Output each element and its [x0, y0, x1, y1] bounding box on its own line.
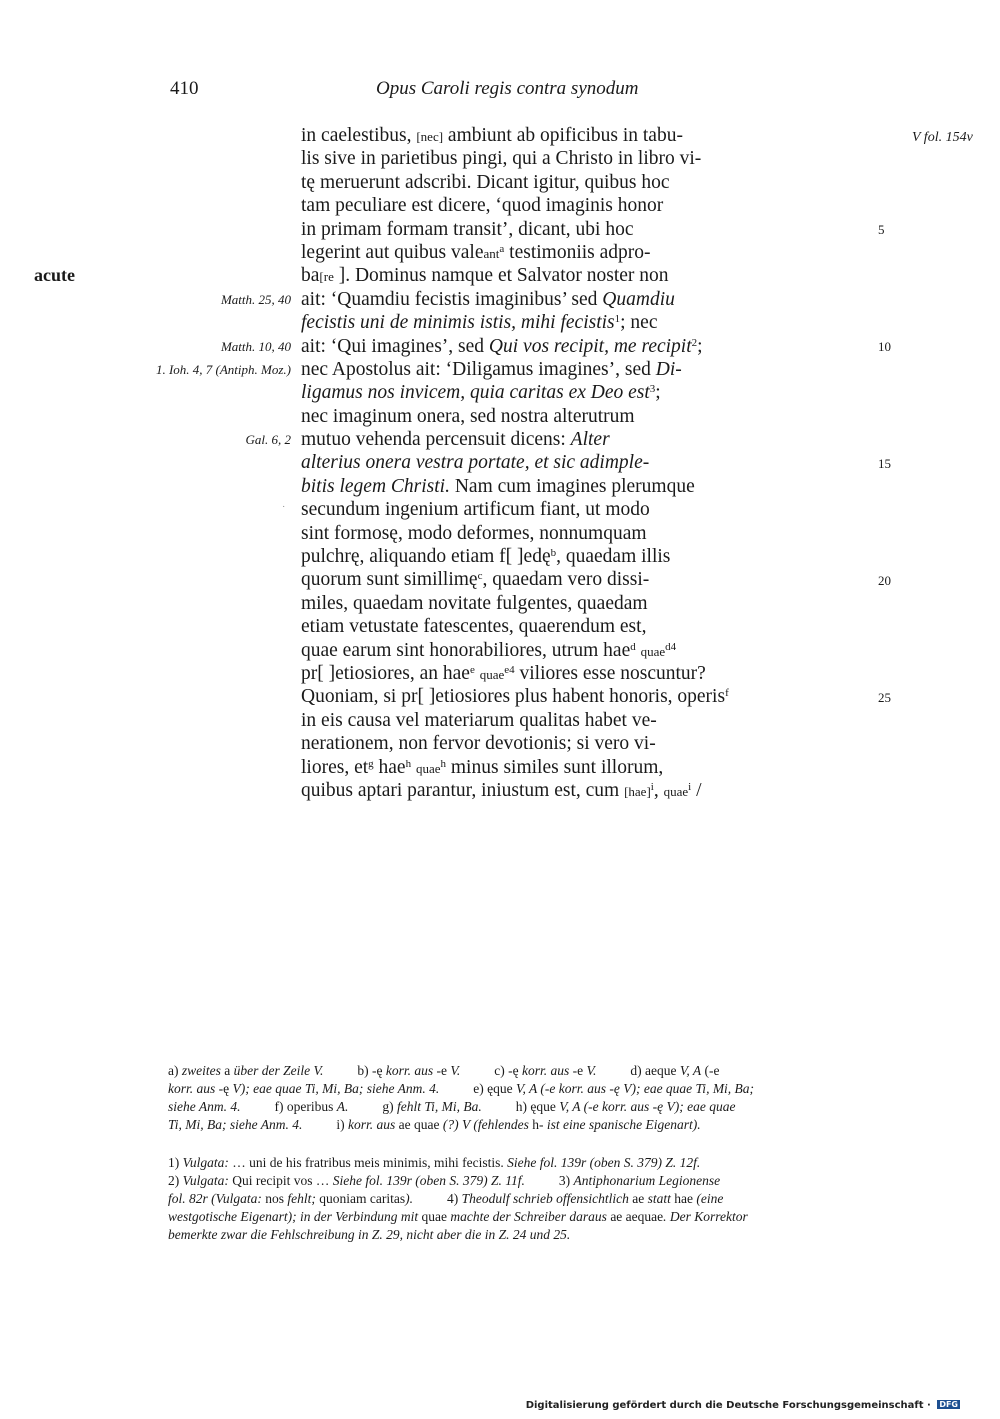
main-text: [301, 124, 771, 802]
text-line: Quoniam, si pr[ ]etiosiores plus habent honoris, operis$^f$: [301, 686, 729, 708]
text-line: etiam vetustate fatescentes, quaerendum est,: [301, 616, 647, 638]
apparatus-line: Ti, Mi, Ba; siehe Anm. 4. i) korr. aus ae quae (?) V (fehlendes h- ist eine spanische Eigenart).: [168, 1117, 701, 1132]
scripture-reference: Gal. 6, 2: [245, 432, 291, 448]
text-line: quibus aptari parantur, iniustum est, cum [hae]$^i$, quae$^i$ /: [301, 779, 702, 801]
line-number: 20: [878, 572, 891, 588]
text-line: ait: ‘Quamdiu fecistis imaginibus’ sed Quamdiu: [301, 288, 675, 310]
scripture-reference: 1. Ioh. 4, 7 (Antiph. Moz.): [155, 362, 291, 377]
text-line: in caelestibus, [nec] ambiunt ab opificibus in tabu-: [301, 125, 683, 146]
note-line: 1) Vulgata: … uni de his fratribus meis minimis, mihi fecistis. Siehe fol. 139r (oben S. 379) Z. 12f.: [168, 1155, 701, 1170]
line-number: 15: [878, 455, 891, 471]
text-line: fecistis uni de minimis istis, mihi fecistis$^1$; nec: [301, 312, 658, 334]
note-line: bemerkte zwar die Fehlschreibung in Z. 29, nicht aber die in Z. 24 und 25.: [168, 1227, 571, 1242]
note-line: 2) Vulgata: Qui recipit vos … Siehe fol. 139r (oben S. 379) Z. 11f. 3) Antiphonarium Legionense: [168, 1173, 721, 1188]
note-line: fol. 82r (Vulgata: nos fehlt; quoniam caritas). 4) Theodulf schrieb offensichtlich ae statt hae (eine: [168, 1191, 724, 1206]
text-line: tę meruerunt adscribi. Dicant igitur, quibus hoc: [301, 171, 670, 193]
running-title: Opus Caroli regis contra synodum: [376, 78, 639, 99]
text-line: nerationem, non fervor devotionis; si vero vi-: [301, 733, 656, 755]
margin-gloss: acute: [34, 265, 75, 285]
text-line: alterius onera vestra portate, et sic adimple-: [301, 452, 650, 474]
page-number: 410: [170, 78, 199, 99]
line-number: 10: [878, 338, 891, 354]
footer-credit-text: Digitalisierung gefördert durch die Deutsche Forschungsgemeinschaft: [525, 1400, 924, 1411]
text-line: nec imaginum onera, sed nostra alterutrum: [301, 405, 635, 427]
text-line: tam peculiare est dicere, ‘quod imaginis honor: [301, 195, 664, 217]
folio-note: V fol. 154v: [912, 130, 973, 145]
scripture-reference: Matth. 25, 40: [220, 291, 291, 307]
source-notes: [168, 1154, 865, 1244]
text-line: nec Apostolus ait: ‘Diligamus imagines’, sed Di-: [301, 358, 682, 380]
text-line: quae earum sint honorabiliores, utrum hae$^d$ quae$^{d4}$: [301, 639, 677, 661]
text-line: quorum sunt simillimę$^c$, quaedam vero dissi-: [301, 569, 650, 591]
text-line: bitis legem Christi. Nam cum imagines plerumque: [301, 475, 695, 497]
dfg-logo: DFG: [939, 1400, 958, 1409]
text-line: secundum ingenium artificum fiant, ut modo: [301, 499, 650, 521]
line-number: 25: [878, 689, 891, 705]
stray-mark: ˙: [282, 505, 286, 516]
critical-apparatus: [168, 1062, 865, 1134]
scripture-reference: Matth. 10, 40: [220, 338, 291, 354]
text-line: pulchrę, aliquando etiam f[ ]edę$^b$, quaedam illis: [301, 546, 671, 568]
text-line: miles, quaedam novitate fulgentes, quaedam: [301, 592, 648, 614]
note-line: westgotische Eigenart); in der Verbindung mit quae machte der Schreiber daraus ae aequae. Der Korrektor: [168, 1209, 748, 1224]
apparatus-line: siehe Anm. 4. f) operibus A. g) fehlt Ti, Mi, Ba. h) ęque V, A (-e korr. aus -ę V); eae quae: [168, 1099, 736, 1114]
text-line: liores, $et^g$ hae$^h$ quae$^h$ minus similes sunt illorum,: [301, 756, 664, 778]
apparatus-line: korr. aus -ę V); eae quae Ti, Mi, Ba; siehe Anm. 4. e) ęque V, A (-e korr. aus -ę V); eae quae Ti, Mi, Ba;: [168, 1081, 755, 1096]
text-line: lis sive in parietibus pingi, qui a Christo in libro vi-: [301, 148, 702, 170]
text-line: ba[re ]. Dominus namque et Salvator noster non: [301, 265, 669, 287]
text-line: in primam formam transit’, dicant, ubi hoc: [301, 218, 634, 240]
footer-credit: Digitalisierung gefördert durch die Deutsche Forschungsgemeinschaft · DFG: [525, 1400, 958, 1411]
text-line: ligamus nos invicem, quia caritas ex Deo est$^3$;: [301, 382, 661, 404]
text-line: mutuo vehenda percensuit dicens: Alter: [301, 429, 610, 451]
text-line: legerint aut quibus valeant$^a$ testimoniis adpro-: [301, 241, 651, 263]
text-line: pr[ ]etiosiores, an hae$^e$ quae$^{e4}$ viliores esse noscuntur?: [301, 662, 706, 684]
apparatus-line: a) zweites a über der Zeile V. b) -ę korr. aus -e V. c) -ę korr. aus -e V. d) aeque V, A (-e: [168, 1063, 720, 1078]
text-line: sint formosę, modo deformes, nonnumquam: [301, 522, 647, 544]
text-line: in eis causa vel materiarum qualitas habet ve-: [301, 709, 657, 731]
text-line: ait: ‘Qui imagines’, sed Qui vos recipit, me recipit$^2$;: [301, 335, 703, 357]
line-number: 5: [878, 221, 885, 237]
